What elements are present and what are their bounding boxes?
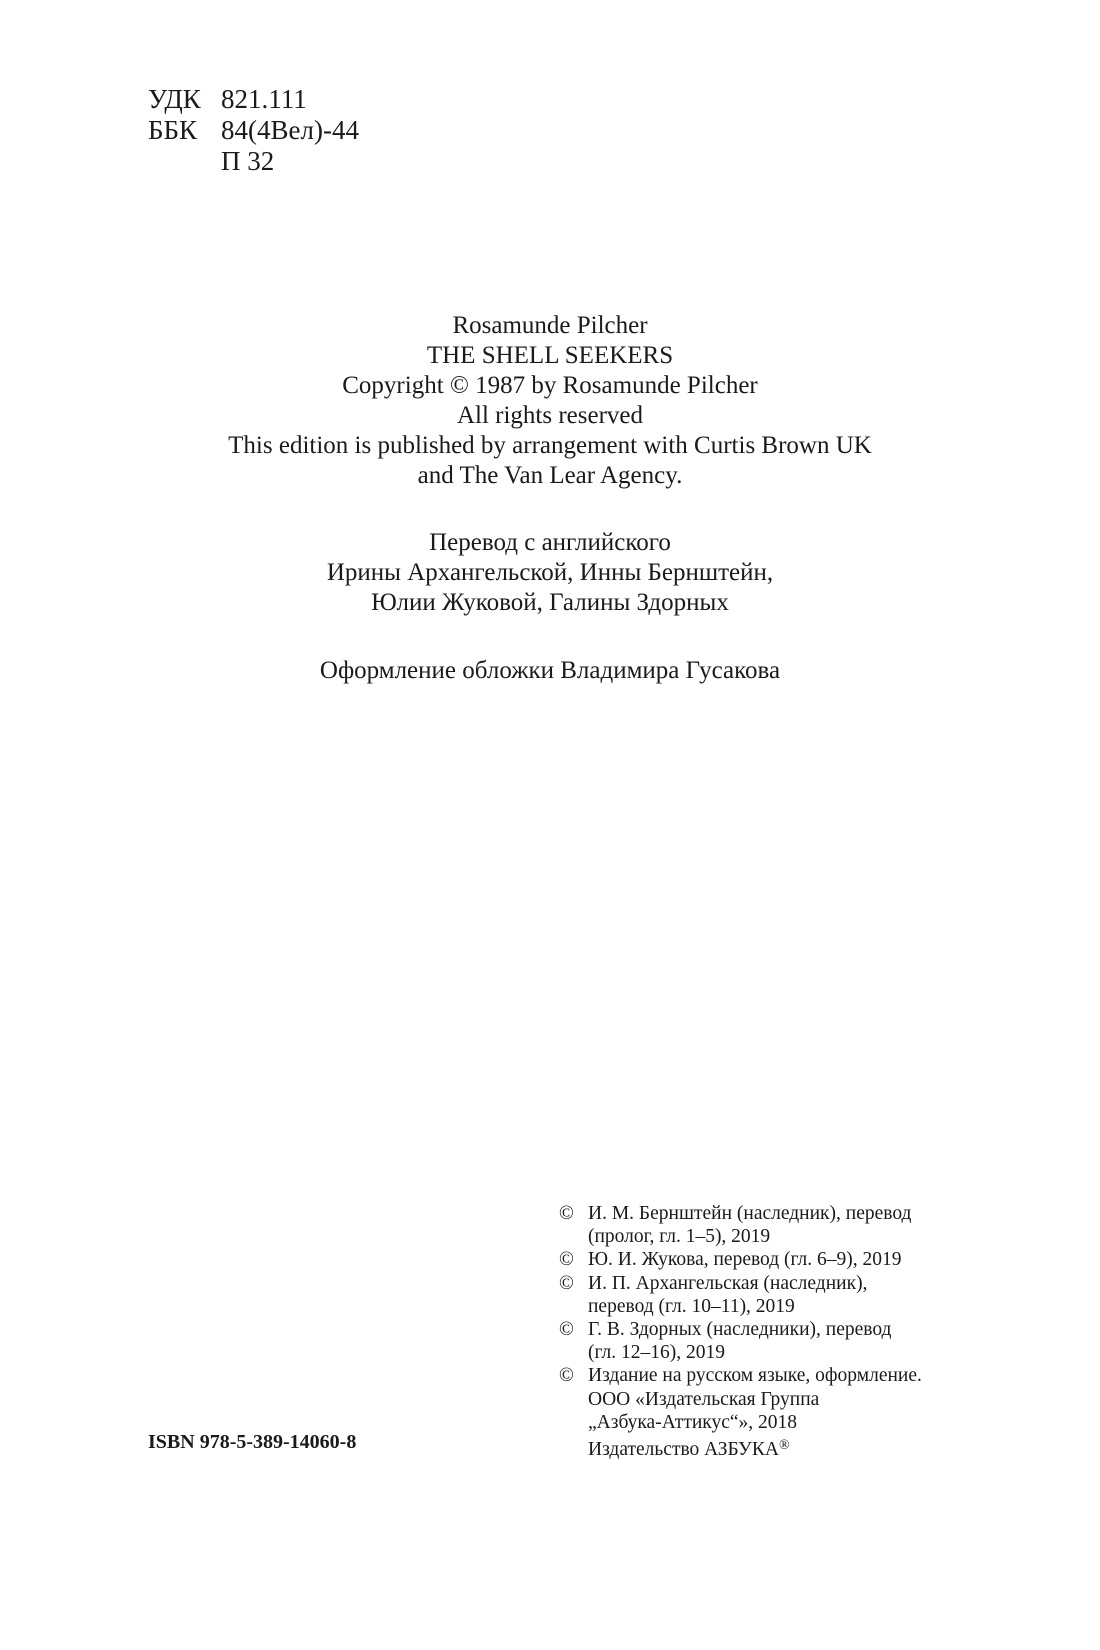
copyright-text <box>588 1272 1019 1318</box>
original-title: THE SHELL SEEKERS <box>426 342 674 369</box>
copyright-line: Copyright © 1987 by Rosamunde Pilcher <box>342 372 758 399</box>
translation-line-3: Юлии Жуковой, Галины Здорных <box>371 589 729 616</box>
rights-reserved: All rights reserved <box>456 402 644 429</box>
copyright-text-line: ООО «Издательская Группа <box>588 1388 820 1410</box>
copyright-text <box>588 1202 1019 1248</box>
author-sign-row <box>148 146 359 177</box>
translation-block <box>0 528 1100 618</box>
original-author: Rosamunde Pilcher <box>452 312 648 339</box>
translation-line-2: Ирины Архангельской, Инны Бернштейн, <box>326 559 774 586</box>
copyright-item <box>559 1248 1019 1271</box>
copyright-text-line: И. П. Архангельская (наследник), <box>588 1272 868 1294</box>
classification-block <box>148 84 359 177</box>
arrangement-line-1: This edition is published by arrangement with Curtis Brown UK <box>228 432 872 459</box>
copyright-text-line: И. М. Бернштейн (наследник), перевод <box>588 1203 912 1224</box>
copyright-text-line: Ю. И. Жукова, перевод (гл. 6–9), 2019 <box>588 1249 902 1271</box>
udk-label: УДК <box>148 84 201 114</box>
copyright-list <box>559 1202 1019 1461</box>
copyright-item <box>559 1318 1019 1364</box>
copyright-text-line: (пролог, гл. 1–5), 2019 <box>588 1226 771 1248</box>
copyright-text <box>588 1364 1019 1461</box>
copyright-mark: © <box>559 1365 574 1387</box>
cover-design-credit: Оформление обложки Владимира Гусакова <box>319 657 781 684</box>
translation-line-1: Перевод с английского <box>429 529 671 556</box>
publisher-name: Издательство АЗБУКА <box>588 1439 779 1461</box>
copyright-item <box>559 1202 1019 1248</box>
arrangement-line-2: and The Van Lear Agency. <box>417 462 683 489</box>
copyright-mark: © <box>559 1203 574 1224</box>
bbk-value: 84(4Вел)-44 <box>221 115 359 145</box>
copyright-text <box>588 1318 1019 1364</box>
copyright-text-line: Издание на русском языке, оформление. <box>588 1365 922 1387</box>
publisher-line <box>588 1434 1019 1461</box>
copyright-text-line: Г. В. Здорных (наследники), перевод <box>588 1319 892 1341</box>
copyright-text-line: перевод (гл. 10–11), 2019 <box>588 1295 795 1317</box>
cover-design-block <box>0 656 1100 686</box>
copyright-mark: © <box>559 1319 574 1341</box>
bbk-row <box>148 115 359 146</box>
registered-trademark-icon: ® <box>778 1438 790 1454</box>
copyright-text-line: „Азбука-Аттикус“», 2018 <box>588 1411 798 1433</box>
bbk-label: ББК <box>148 115 198 145</box>
udk-row <box>148 84 359 115</box>
author-sign: П 32 <box>221 146 275 176</box>
copyright-text <box>588 1248 1019 1271</box>
copyright-item <box>559 1272 1019 1318</box>
isbn: ISBN 978-5-389-14060-8 <box>148 1431 357 1453</box>
copyright-mark: © <box>559 1249 574 1271</box>
original-edition-block <box>0 311 1100 491</box>
copyright-item <box>559 1364 1019 1461</box>
copyright-text-line: (гл. 12–16), 2019 <box>588 1342 725 1364</box>
copyright-mark: © <box>559 1272 574 1294</box>
udk-value: 821.111 <box>221 84 307 114</box>
